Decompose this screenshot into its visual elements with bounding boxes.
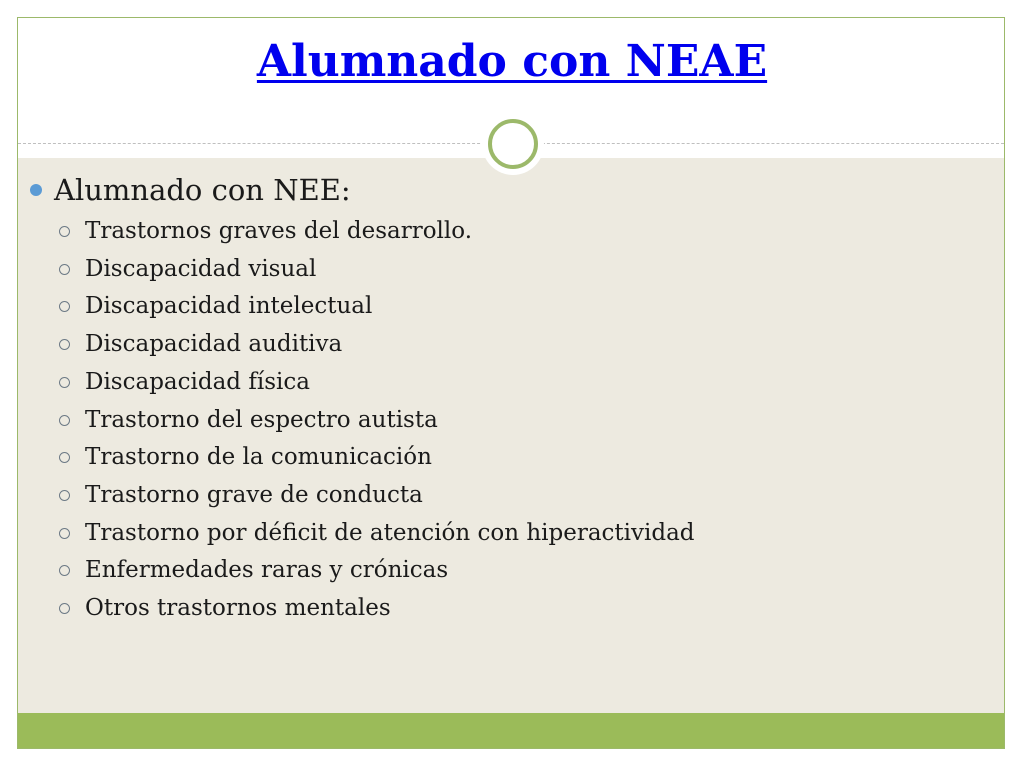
- hollow-circle-bullet-icon: [59, 226, 70, 237]
- hollow-circle-bullet-icon: [59, 490, 70, 501]
- hollow-circle-bullet-icon: [59, 415, 70, 426]
- list-item-text: Trastorno por déficit de atención con hiperactividad: [85, 519, 695, 546]
- list-item: [30, 590, 960, 628]
- list-item: [30, 213, 960, 251]
- list-item-text: Discapacidad intelectual: [85, 293, 373, 320]
- slide-title-link[interactable]: Alumnado con NEAE: [256, 36, 768, 87]
- section-heading-text: Alumnado con NEE:: [54, 173, 351, 207]
- hollow-circle-bullet-icon: [59, 565, 70, 576]
- ring-ornament-inner: [488, 119, 538, 169]
- list-item: [30, 288, 960, 326]
- hollow-circle-bullet-icon: [59, 528, 70, 539]
- slide-content: [30, 170, 960, 628]
- ring-ornament-icon: [482, 113, 544, 175]
- list-item-text: Discapacidad auditiva: [85, 331, 343, 358]
- list-item-text: Trastorno de la comunicación: [85, 444, 432, 471]
- list-item-text: Otros trastornos mentales: [85, 595, 391, 622]
- filled-circle-bullet-icon: [30, 184, 42, 196]
- list-item-text: Discapacidad física: [85, 368, 310, 395]
- hollow-circle-bullet-icon: [59, 452, 70, 463]
- list-item-text: Trastornos graves del desarrollo.: [85, 218, 473, 244]
- hollow-circle-bullet-icon: [59, 301, 70, 312]
- hollow-circle-bullet-icon: [59, 603, 70, 614]
- list-item-text: Trastorno del espectro autista: [85, 406, 438, 433]
- footer-bar: [18, 713, 1004, 748]
- list-item: [30, 364, 960, 402]
- list-item-text: Trastorno grave de conducta: [85, 481, 423, 508]
- list-item-text: Discapacidad visual: [85, 255, 317, 282]
- hollow-circle-bullet-icon: [59, 377, 70, 388]
- hollow-circle-bullet-icon: [59, 339, 70, 350]
- section-heading: [30, 170, 960, 210]
- list-item: [30, 439, 960, 477]
- list-item: [30, 552, 960, 590]
- list-item: [30, 515, 960, 553]
- list-item: [30, 402, 960, 440]
- hollow-circle-bullet-icon: [59, 264, 70, 275]
- list-item: [30, 326, 960, 364]
- list-item: [30, 477, 960, 515]
- list-item-text: Enfermedades raras y crónicas: [85, 557, 449, 584]
- list-item: [30, 251, 960, 289]
- nee-list: [30, 213, 960, 628]
